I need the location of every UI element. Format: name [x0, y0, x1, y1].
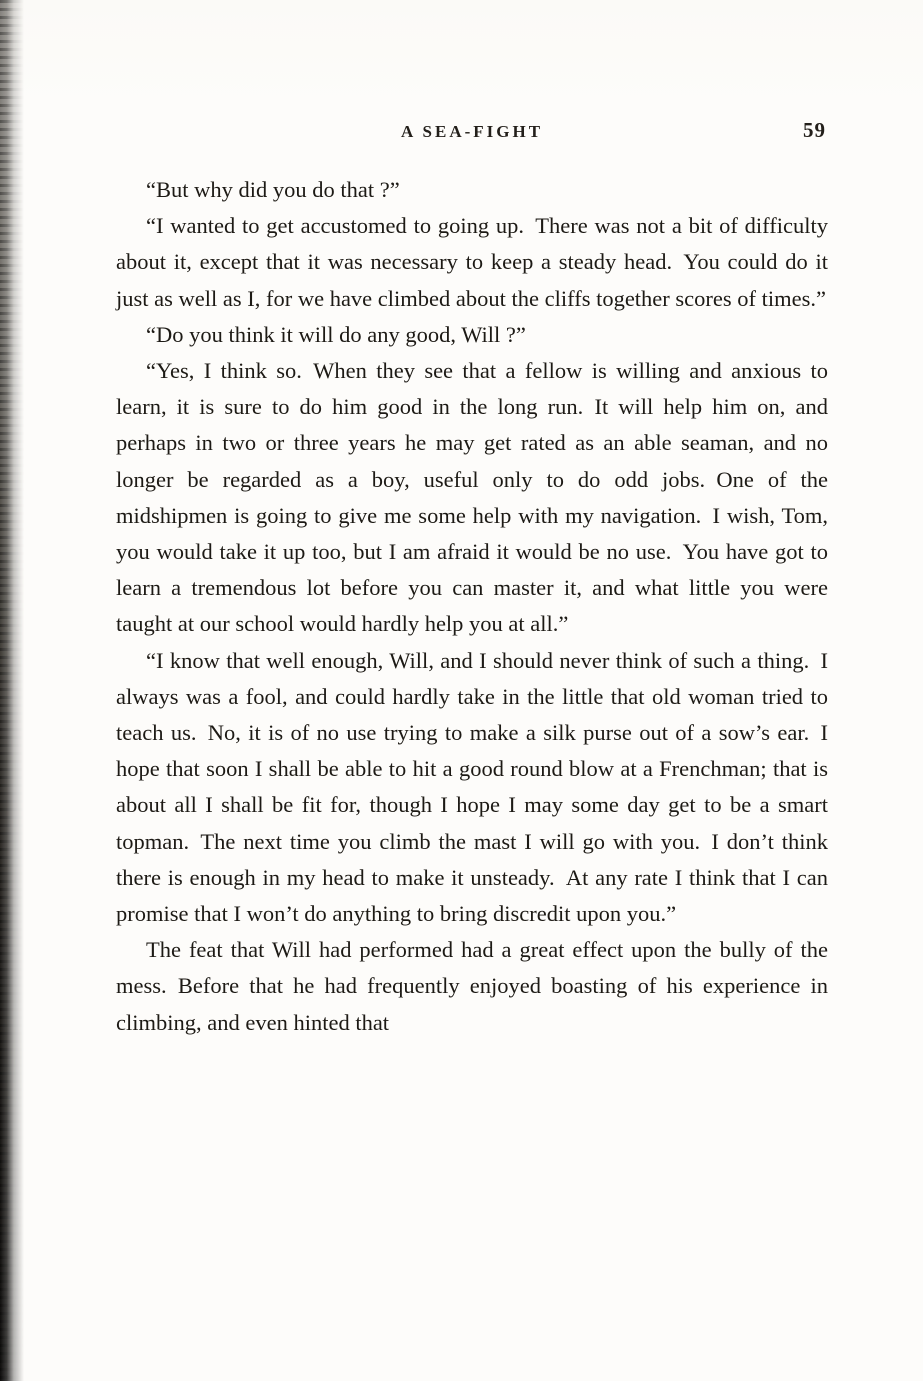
paragraph: “I know that well enough, Will, and I should never think of such a thing. I always was a fool, and could hardly take in the little that old woman tried to teach us. No, it is of no use trying to make a silk purse out of a sow’s ear. I hope that soon I shall be able to hit a good round blow at a Frenchman; that is about all I shall be fit for, though I hope I may some day get to be a smart topman. The next time you climb the mast I will go with you. I don’t think there is enough in my head to make it unsteady. At any rate I think that I can promise that I won’t do anything to bring discredit upon you.”	[116, 647, 828, 927]
paragraph: The feat that Will had performed had a great effect upon the bully of the mess. Before that he had frequently enjoyed boasting of his experience in climbing, and even hinted that	[116, 937, 828, 1035]
paragraph: “Do you think it will do any good, Will ?”	[146, 321, 526, 347]
running-header	[116, 118, 828, 148]
paragraph: “But why did you do that ?”	[146, 177, 400, 202]
paragraph: “I wanted to get accustomed to going up. There was not a bit of difficulty about it, except that it was necessary to keep a steady head. You could do it just as well as I, for we have climbed about the cliffs together scores of times.”	[116, 213, 828, 311]
paragraph: “Yes, I think so. When they see that a fellow is willing and anxious to learn, it is sure to do him good in the long run. It will help him on, and perhaps in two or three years he may get rated as an able seaman, and no longer be regarded as a boy, useful only to do odd jobs. One of the midshipmen is going to give me some help with my navigation. I wish, Tom, you would take it up too, but I am afraid it would be no use. You have got to learn a tremendous lot before you can master it, and what little you were taught at our school would hardly help you at all.”	[116, 358, 828, 637]
header-title: A SEA-FIGHT	[400, 122, 544, 141]
body-text	[116, 172, 828, 1041]
binding-edge	[0, 0, 24, 1381]
page-content	[116, 0, 828, 1041]
page-number: 59	[803, 118, 826, 142]
